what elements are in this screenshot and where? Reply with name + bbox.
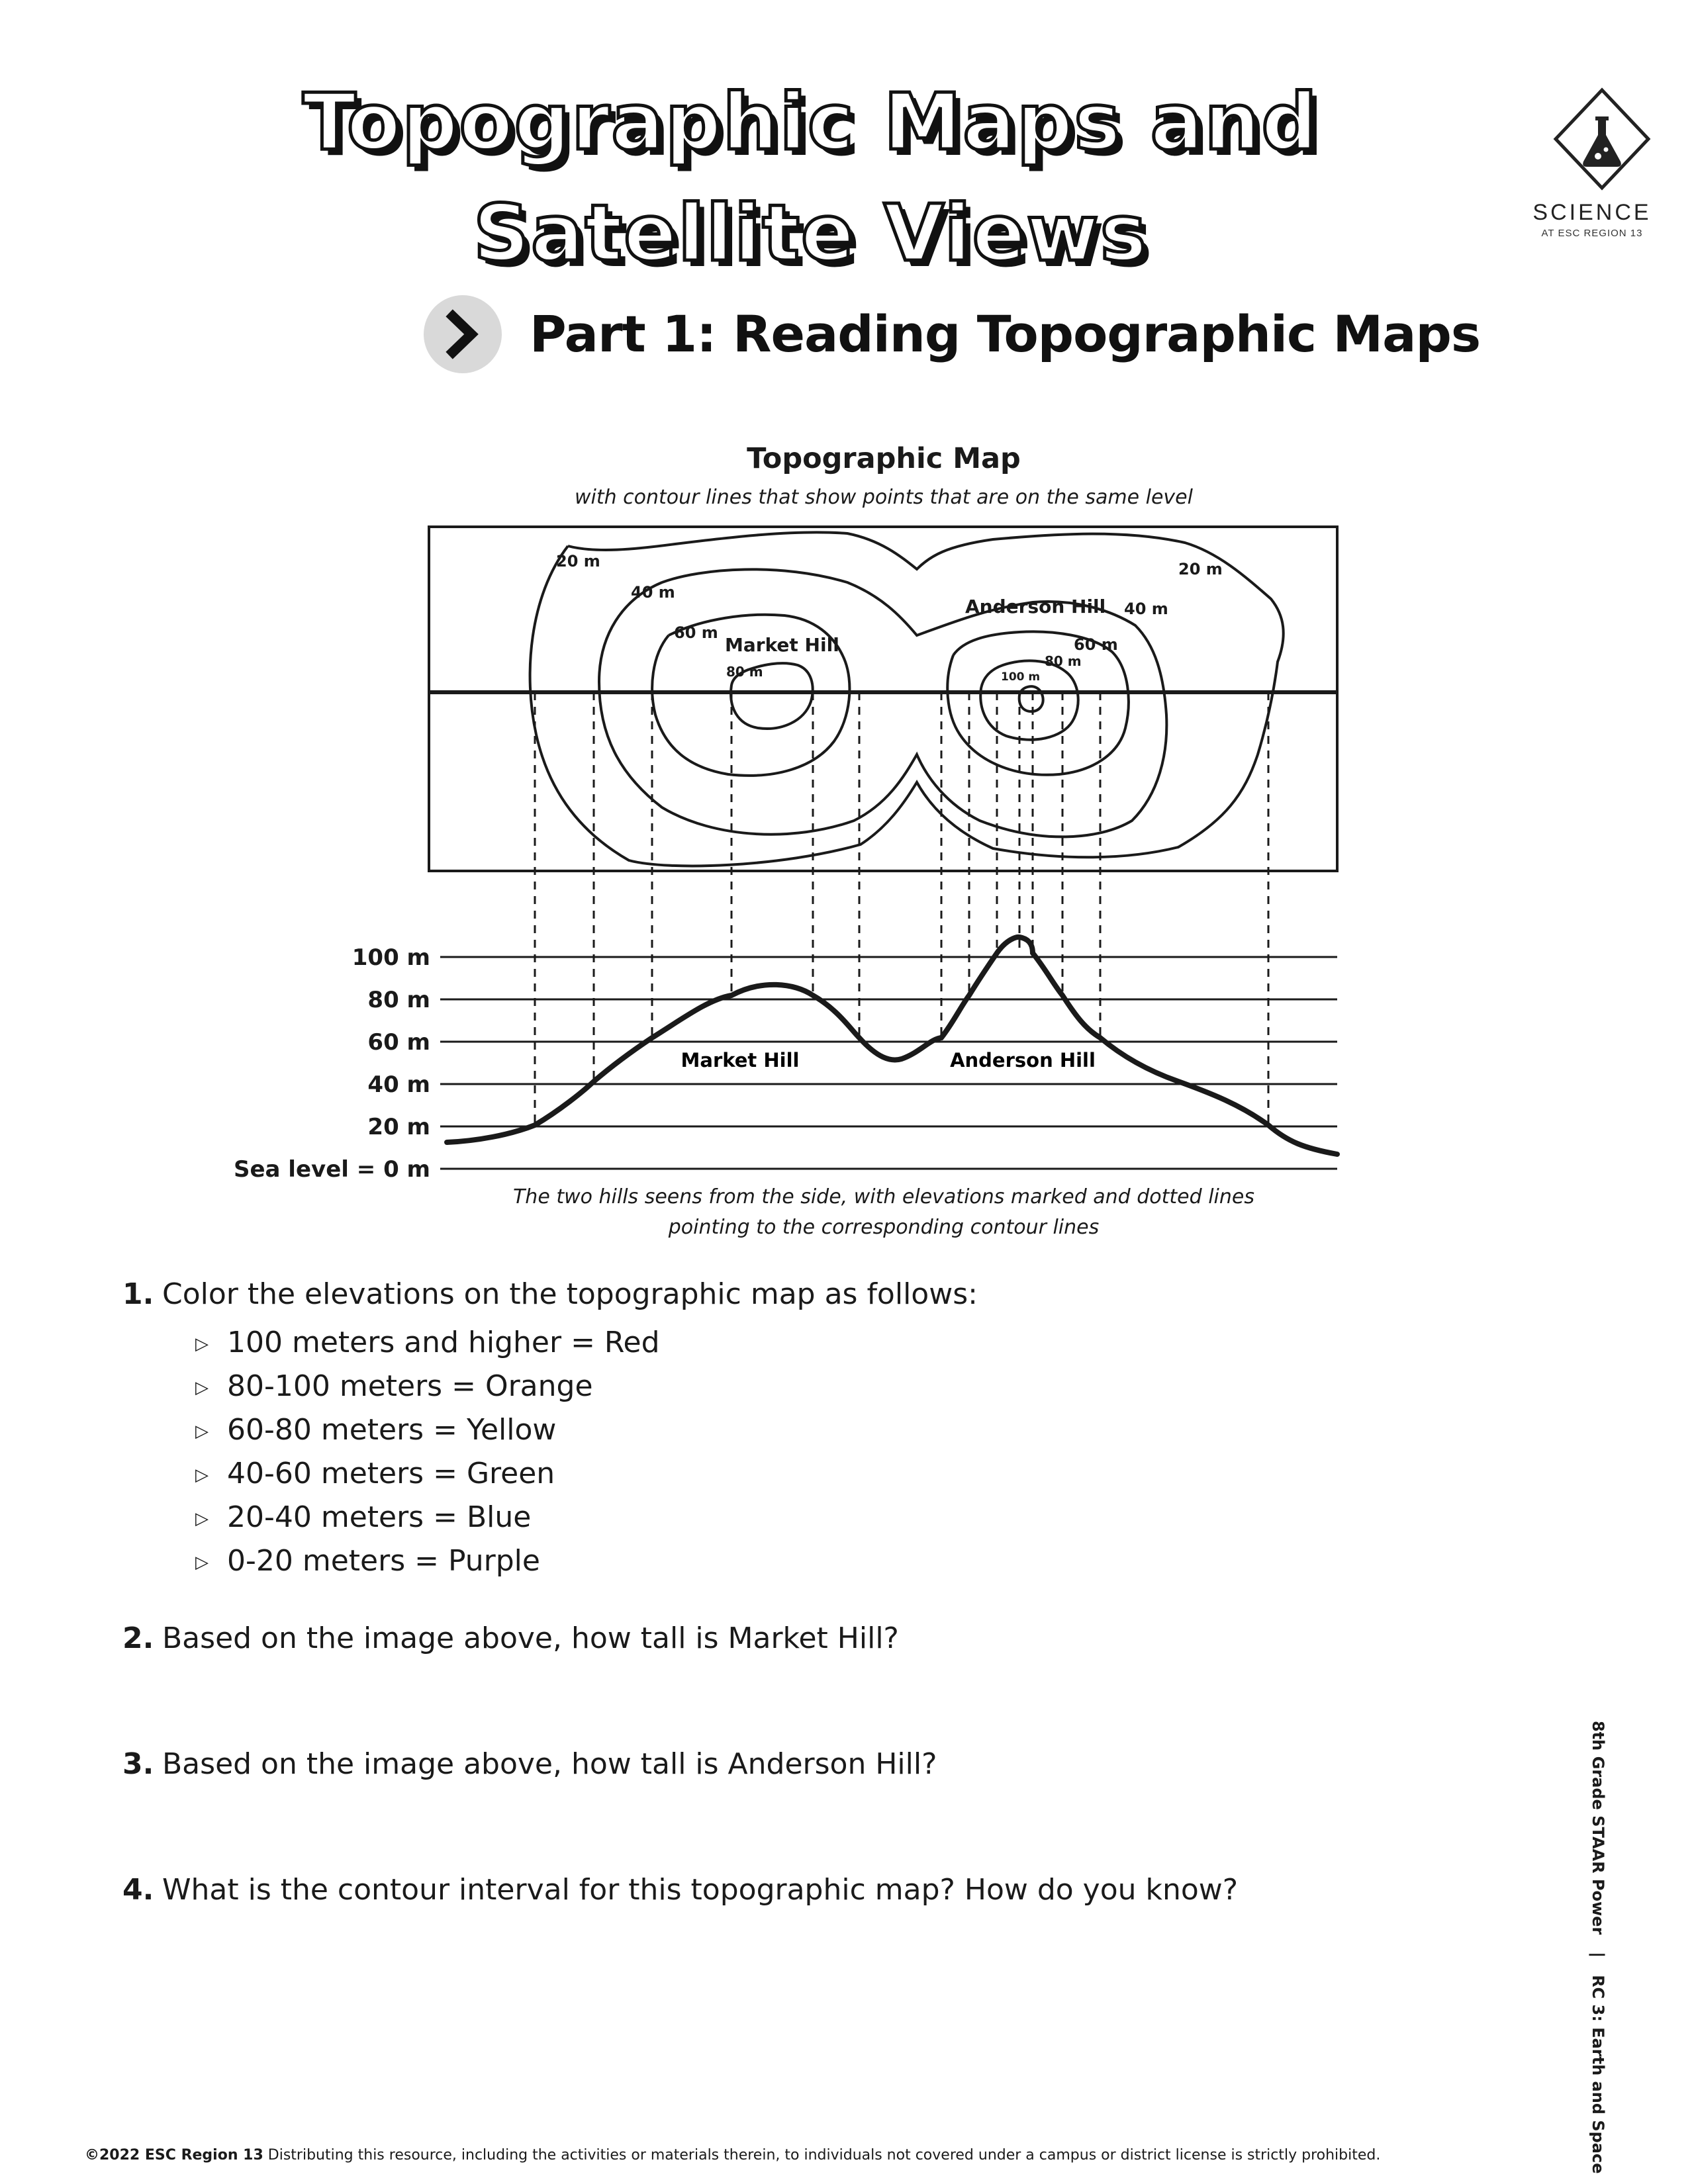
figure-title: Topographic Map bbox=[747, 442, 1021, 475]
elevation-label: Sea level = 0 m bbox=[233, 1156, 430, 1183]
question-number: 3. bbox=[122, 1747, 154, 1781]
map-frame bbox=[429, 527, 1337, 871]
question-number: 1. bbox=[122, 1277, 154, 1311]
label-market-hill-map: Market Hill bbox=[725, 634, 839, 656]
figure-caption: The two hills seens from the side, with elevations marked and dotted lines pointing to the corresponding contour lines bbox=[512, 1185, 1254, 1239]
question-text: Based on the image above, how tall is Market Hill? bbox=[162, 1621, 899, 1655]
side-label bbox=[1577, 1721, 1607, 2174]
label-left-40m: 40 m bbox=[631, 583, 675, 602]
question-1 bbox=[122, 1277, 978, 1311]
list-item: ▷ 100 meters and higher = Red bbox=[195, 1321, 660, 1365]
footer bbox=[85, 2147, 1380, 2163]
question-3 bbox=[122, 1747, 937, 1781]
elevation-label: 40 m bbox=[367, 1071, 430, 1098]
label-right-60m: 60 m bbox=[1074, 635, 1118, 654]
question-number: 2. bbox=[122, 1621, 154, 1655]
label-right-100m: 100 m bbox=[1001, 670, 1041, 684]
triangle-bullet-icon: ▷ bbox=[195, 1334, 209, 1354]
logo-subtitle: AT ESC REGION 13 bbox=[1541, 228, 1643, 239]
list-item: ▷ 0-20 meters = Purple bbox=[195, 1539, 660, 1583]
elevation-label: 80 m bbox=[367, 987, 430, 1013]
label-left-80m: 80 m bbox=[726, 664, 763, 680]
title-line-2: Satellite Views bbox=[473, 187, 1148, 279]
label-right-40m: 40 m bbox=[1124, 600, 1168, 618]
contour-100m-anderson bbox=[1019, 686, 1043, 711]
list-item: ▷ 60-80 meters = Yellow bbox=[195, 1408, 660, 1452]
elevation-label: 60 m bbox=[367, 1029, 430, 1056]
elevation-label: 100 m bbox=[352, 944, 430, 971]
question-text: Based on the image above, how tall is Anderson Hill? bbox=[162, 1747, 937, 1781]
question-4 bbox=[122, 1873, 1238, 1907]
label-anderson-hill-map: Anderson Hill bbox=[965, 596, 1106, 617]
elevation-label: 20 m bbox=[367, 1114, 430, 1140]
contour-20m bbox=[530, 532, 1284, 866]
label-anderson-hill-profile: Anderson Hill bbox=[950, 1049, 1096, 1071]
list-item: ▷ 20-40 meters = Blue bbox=[195, 1496, 660, 1539]
triangle-bullet-icon: ▷ bbox=[195, 1509, 209, 1529]
logo-word: SCIENCE bbox=[1532, 200, 1652, 225]
label-market-hill-profile: Market Hill bbox=[681, 1049, 800, 1071]
question-2 bbox=[122, 1621, 899, 1655]
copyright: ©2022 ESC Region 13 bbox=[85, 2147, 263, 2163]
question-text: Color the elevations on the topographic map as follows: bbox=[162, 1277, 978, 1311]
list-item: ▷ 40-60 meters = Green bbox=[195, 1452, 660, 1496]
separator: | bbox=[1589, 1952, 1607, 1958]
grade-label: 8th Grade STAAR Power bbox=[1589, 1721, 1607, 1935]
label-left-60m: 60 m bbox=[674, 623, 718, 642]
question-number: 4. bbox=[122, 1873, 154, 1907]
unit-label: RC 3: Earth and Space bbox=[1589, 1975, 1607, 2174]
triangle-bullet-icon: ▷ bbox=[195, 1422, 209, 1441]
label-left-20m: 20 m bbox=[556, 552, 600, 570]
profile-curve bbox=[447, 937, 1337, 1154]
figure-subtitle: with contour lines that show points that are on the same level bbox=[575, 486, 1193, 509]
part-label: Part 1: Reading Topographic Maps bbox=[530, 304, 1481, 363]
title-line-1: Topographic Maps and bbox=[303, 76, 1319, 167]
triangle-bullet-icon: ▷ bbox=[195, 1465, 209, 1485]
triangle-bullet-icon: ▷ bbox=[195, 1553, 209, 1572]
license-notice: Distributing this resource, including the activities or materials therein, to individuals not covered under a campus or district license is strictly prohibited. bbox=[267, 2147, 1381, 2163]
color-key-list bbox=[195, 1321, 660, 1583]
label-right-20m: 20 m bbox=[1178, 560, 1223, 578]
triangle-bullet-icon: ▷ bbox=[195, 1378, 209, 1398]
question-text: What is the contour interval for this topographic map? How do you know? bbox=[162, 1873, 1239, 1907]
label-right-80m: 80 m bbox=[1045, 653, 1082, 669]
list-item: ▷ 80-100 meters = Orange bbox=[195, 1365, 660, 1408]
